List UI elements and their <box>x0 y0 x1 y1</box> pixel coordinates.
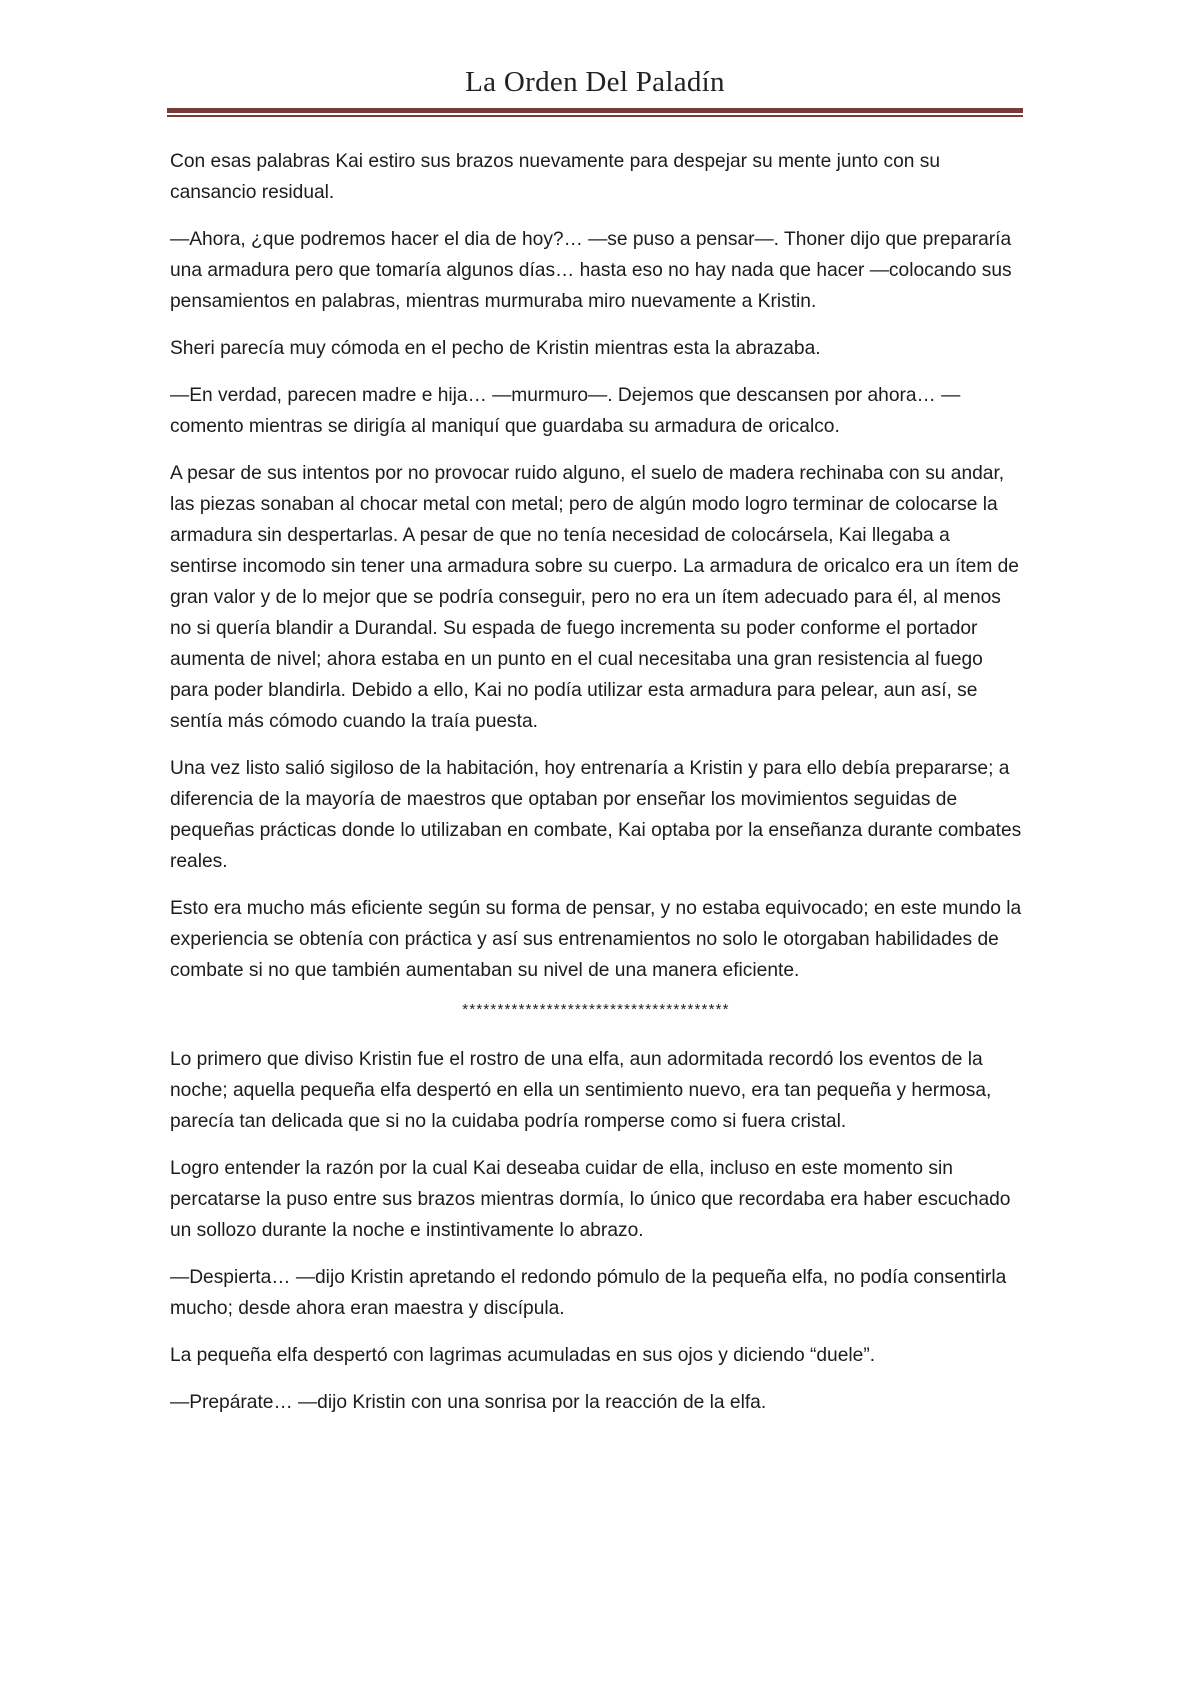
paragraph: —Ahora, ¿que podremos hacer el dia de hoy?… —se puso a pensar—. Thoner dijo que prepararía una armadura pero que tomaría algunos días… hasta eso no hay nada que hacer —colocando sus pensamientos en palabras, mientras murmuraba miro nuevamente a Kristin. <box>170 229 1012 312</box>
page-header <box>167 62 1023 117</box>
paragraph: Sheri parecía muy cómoda en el pecho de Kristin mientras esta la abrazaba. <box>170 338 821 359</box>
paragraph: Esto era mucho más eficiente según su forma de pensar, y no estaba equivocado; en este mundo la experiencia se obtenía con práctica y así sus entrenamientos no solo le otorgaban habilidades de combate si no que también aumentaban su nivel de una manera eficiente. <box>170 898 1022 981</box>
paragraph: A pesar de sus intentos por no provocar ruido alguno, el suelo de madera rechinaba con su andar, las piezas sonaban al chocar metal con metal; pero de algún modo logro terminar de colocarse la armadura sin despertarlas. A pesar de que no tenía necesidad de colocársela, Kai llegaba a sentirse incomodo sin tener una armadura sobre su cuerpo. La armadura de oricalco era un ítem de gran valor y de lo mejor que se podría conseguir, pero no era un ítem adecuado para él, al menos no si quería blandir a Durandal. Su espada de fuego incrementa su poder conforme el portador aumenta de nivel; ahora estaba en un punto en el cual necesitaba una gran resistencia al fuego para poder blandirla. Debido a ello, Kai no podía utilizar esta armadura para pelear, aun así, se sentía más cómodo cuando la traía puesta. <box>170 463 1019 732</box>
paragraph: Con esas palabras Kai estiro sus brazos nuevamente para despejar su mente junto con su cansancio residual. <box>170 151 941 203</box>
paragraph: —Prepárate… —dijo Kristin con una sonrisa por la reacción de la elfa. <box>170 1392 767 1413</box>
paragraph: —En verdad, parecen madre e hija… —murmuro—. Dejemos que descansen por ahora… —comento mientras se dirigía al maniquí que guardaba su armadura de oricalco. <box>170 385 961 437</box>
paragraph: Logro entender la razón por la cual Kai deseaba cuidar de ella, incluso en este momento sin percatarse la puso entre sus brazos mientras dormía, lo único que recordaba era haber escuchado un sollozo durante la noche e instintivamente lo abrazo. <box>170 1158 1011 1241</box>
paragraph: Lo primero que diviso Kristin fue el rostro de una elfa, aun adormitada recordó los eventos de la noche; aquella pequeña elfa despertó en ella un sentimiento nuevo, era tan pequeña y hermosa, parecía tan delicada que si no la cuidaba podría romperse como si fuera cristal. <box>170 1049 992 1132</box>
page-body <box>170 146 1022 1434</box>
header-rule-thin <box>167 115 1023 117</box>
scene-separator: ************************************** <box>462 1001 730 1018</box>
paragraph: —Despierta… —dijo Kristin apretando el redondo pómulo de la pequeña elfa, no podía consentirla mucho; desde ahora eran maestra y discípula. <box>170 1267 1007 1319</box>
paragraph: La pequeña elfa despertó con lagrimas acumuladas en sus ojos y diciendo “duele”. <box>170 1345 876 1366</box>
paragraph: Una vez listo salió sigiloso de la habitación, hoy entrenaría a Kristin y para ello debía prepararse; a diferencia de la mayoría de maestros que optaban por enseñar los movimientos seguidas de pequeñas prácticas donde lo utilizaban en combate, Kai optaba por la enseñanza durante combates reales. <box>170 758 1022 872</box>
book-title: La Orden Del Paladín <box>465 66 725 98</box>
header-rule-thick <box>167 108 1023 113</box>
